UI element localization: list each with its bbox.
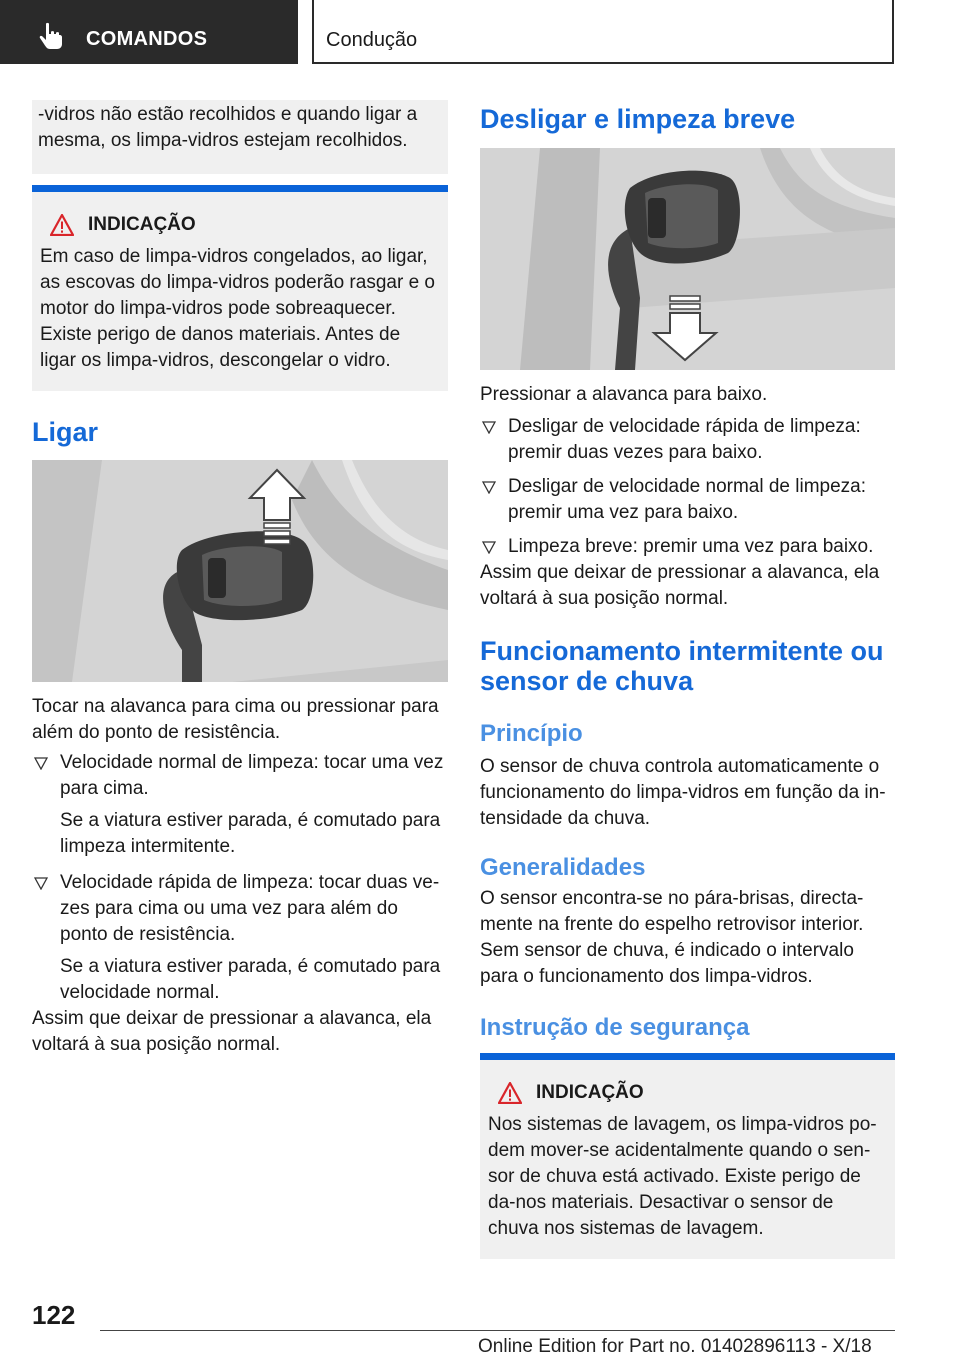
desligar-text: Pressionar a alavanca para baixo. (480, 384, 768, 405)
warning-triangle-icon (50, 214, 74, 236)
list-item (32, 750, 448, 802)
list-item (480, 414, 895, 466)
desligar-bullet-list (480, 414, 895, 560)
bullet-text: Velocidade rápida de limpeza: tocar duas ve-zes para cima ou uma vez para além do ponto de resistência. (60, 872, 440, 945)
bullet-text: Limpeza breve: premir uma vez para baixo. (508, 536, 874, 557)
warning-box (480, 1053, 895, 1259)
generalidades-heading: Generalidades (480, 854, 646, 881)
warning-text: Nos sistemas de lavagem, os limpa-vidros po-dem mover-se acidentalmente quando o sen-sor de chuva está activado. Existe perigo de da-nos materiais. Desactivar o sensor de chuva nos sistemas de lavagem. (488, 1114, 877, 1239)
desligar-illustration (480, 148, 895, 370)
warning-box (32, 185, 448, 391)
bullet-text: Velocidade normal de limpeza: tocar uma vez para cima. (60, 752, 444, 799)
desligar-closing-text: Assim que deixar de pressionar a alavanca, ela voltará à sua posição normal. (480, 562, 880, 609)
section-label: COMANDOS (86, 28, 208, 50)
generalidades-text: O sensor encontra-se no pára-brisas, directa-mente na frente do espelho retrovisor interior. Sem sensor de chuva, é indicado o intervalo para o funcionamento dos limpa-vidros. (480, 888, 864, 987)
bullet-triangle-icon (34, 756, 48, 770)
principio-text: O sensor de chuva controla automaticamente o funcionamento do limpa-vidros em função da in-tensidade da chuva. (480, 756, 886, 829)
edition-text: Online Edition for Part no. 01402896113 - X/18 (478, 1336, 872, 1357)
wiper-stalk-down-illustration (480, 148, 895, 370)
warning-text: Em caso de limpa-vidros congelados, ao ligar, as escovas do limpa-vidros poderão rasgar e o motor do limpa-vidros pode sobreaquecer. Existe perigo de danos materiais. Antes de ligar os limpa-vidros, descongelar o vidro. (40, 246, 435, 371)
ligar-text: Tocar na alavanca para cima ou pressionar para além do ponto de resistência. (32, 696, 439, 743)
bullet-subtext: Se a viatura estiver parada, é comutado para limpeza intermitente. (60, 810, 441, 857)
bullet-subtext: Se a viatura estiver parada, é comutado para velocidade normal. (60, 956, 441, 1003)
warning-heading (50, 210, 440, 240)
warning-triangle-icon (498, 1082, 522, 1104)
ligar-heading: Ligar (32, 417, 99, 447)
principio-heading: Princípio (480, 720, 583, 747)
bullet-text: Desligar de velocidade rápida de limpeza: premir duas vezes para baixo. (508, 416, 861, 463)
list-item (32, 870, 448, 948)
ligar-bullet-list (32, 750, 448, 1006)
bullet-triangle-icon (482, 540, 496, 554)
bullet-triangle-icon (482, 420, 496, 434)
list-item (480, 474, 895, 526)
intro-box (32, 100, 448, 174)
section-tab[interactable] (0, 0, 298, 64)
ligar-illustration (32, 460, 448, 682)
hand-pointer-icon (38, 22, 64, 50)
bullet-triangle-icon (34, 876, 48, 890)
wiper-stalk-up-illustration (32, 460, 448, 682)
safety-heading: Instrução de segurança (480, 1014, 750, 1041)
footer-divider (100, 1330, 895, 1331)
warning-title: INDICAÇÃO (536, 1082, 644, 1103)
ligar-closing-text: Assim que deixar de pressionar a alavanca, ela voltará à sua posição normal. (32, 1008, 432, 1055)
page-number: 122 (32, 1300, 76, 1330)
intro-text: -vidros não estão recolhidos e quando ligar a mesma, os limpa-vidros estejam recolhidos. (38, 104, 418, 151)
page-topic: Condução (326, 29, 418, 51)
bullet-text: Desligar de velocidade normal de limpeza: premir uma vez para baixo. (508, 476, 867, 523)
warning-title: INDICAÇÃO (88, 214, 196, 235)
desligar-heading: Desligar e limpeza breve (480, 104, 796, 134)
page-topic-box (312, 0, 894, 64)
list-item (480, 534, 895, 560)
bullet-triangle-icon (482, 480, 496, 494)
warning-heading (498, 1078, 887, 1108)
func-heading: Funcionamento intermitente ou sensor de chuva (480, 636, 884, 696)
